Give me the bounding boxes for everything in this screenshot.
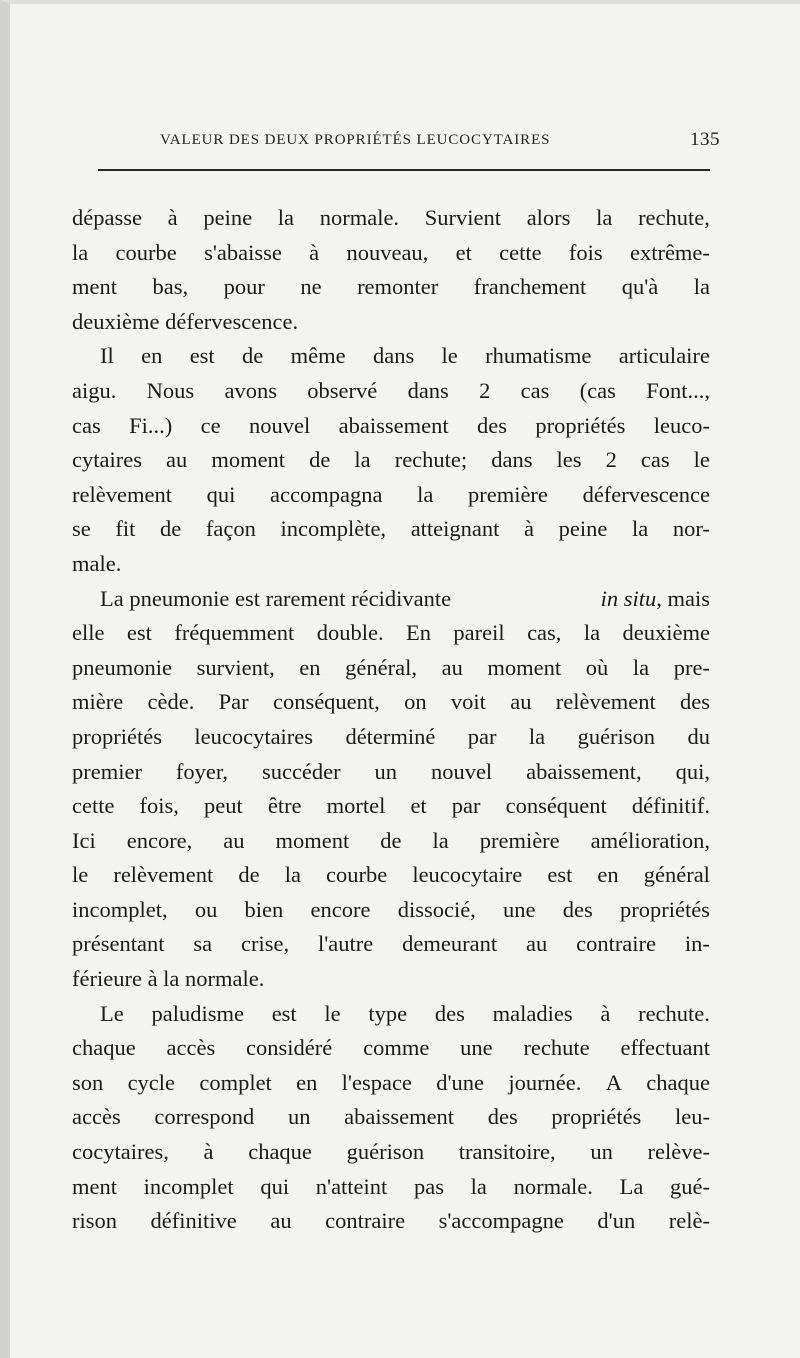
word: fréquemment xyxy=(174,620,295,646)
text-line xyxy=(72,409,710,444)
word: Le xyxy=(100,1000,124,1026)
word: en xyxy=(296,1069,318,1095)
word: en xyxy=(597,862,619,888)
word: la xyxy=(432,827,449,853)
word: peine xyxy=(203,205,253,230)
word: rison xyxy=(72,1208,117,1234)
word: mortel xyxy=(326,793,386,819)
word: être xyxy=(267,793,302,819)
text-line xyxy=(72,1066,710,1101)
text-line xyxy=(72,270,710,305)
text-line: male. xyxy=(72,550,122,576)
word: n'atteint xyxy=(315,1173,388,1199)
word: la xyxy=(417,481,434,507)
word: bien xyxy=(244,896,284,922)
word: propriétés xyxy=(551,1104,642,1130)
word: complet xyxy=(199,1069,272,1095)
word: la xyxy=(354,447,371,473)
word: la xyxy=(277,205,295,230)
header-rule xyxy=(98,169,710,171)
word: crise, xyxy=(240,931,290,957)
word: deuxième xyxy=(622,620,710,646)
text-line xyxy=(72,858,710,893)
word: normale. xyxy=(513,1173,593,1199)
text-line xyxy=(72,651,710,686)
word: chaque xyxy=(248,1139,312,1165)
text-line xyxy=(72,893,710,928)
word: s'accompagne xyxy=(438,1208,564,1234)
text-line xyxy=(72,824,710,859)
word: la xyxy=(693,274,710,300)
text-line xyxy=(72,1204,710,1239)
word: définitive xyxy=(150,1208,237,1234)
word: type xyxy=(368,1000,408,1026)
word: une xyxy=(460,1035,493,1061)
word: cette xyxy=(72,793,115,819)
word: général xyxy=(643,862,710,888)
word: accès xyxy=(166,1035,216,1061)
word: est xyxy=(189,343,215,369)
word: sa xyxy=(193,931,213,957)
word: au xyxy=(223,827,245,853)
word: double. xyxy=(316,620,384,646)
word: incomplet, xyxy=(72,896,168,922)
word: nouveau, xyxy=(346,239,429,265)
word: premier xyxy=(72,758,142,784)
word: amélioration, xyxy=(590,827,710,853)
word: un xyxy=(287,1104,311,1130)
word: A xyxy=(605,1069,622,1095)
word: correspond xyxy=(154,1104,255,1130)
word: effectuant xyxy=(620,1035,710,1061)
word: leucocytaires xyxy=(194,723,314,749)
word: moment xyxy=(275,827,350,853)
word: relèvement xyxy=(555,689,656,715)
word: des xyxy=(680,689,710,715)
word: guérison xyxy=(346,1139,425,1165)
word: survient, xyxy=(196,654,275,680)
word: de xyxy=(309,447,331,473)
word: des xyxy=(487,1104,518,1130)
text-line: férieure à la normale. xyxy=(72,966,265,992)
text-line xyxy=(72,789,710,824)
word: elle xyxy=(72,620,105,646)
word: des xyxy=(434,1000,465,1026)
italic-phrase: in situ xyxy=(600,585,657,611)
word: considéré xyxy=(246,1035,333,1061)
word: façon xyxy=(205,516,256,542)
text-line xyxy=(72,616,710,651)
word: encore xyxy=(310,896,371,922)
word: rechute, xyxy=(638,205,710,230)
word: nouvel xyxy=(430,758,493,784)
word: défervescence xyxy=(582,481,710,507)
word: observé xyxy=(307,377,378,403)
word: moment xyxy=(211,447,286,473)
word: au xyxy=(270,1208,292,1234)
word: au xyxy=(525,931,548,957)
text-line xyxy=(72,443,710,478)
word: la xyxy=(596,205,613,230)
text-line xyxy=(72,755,710,790)
word: encore, xyxy=(126,827,193,853)
word: un xyxy=(374,758,398,784)
word: journée. xyxy=(508,1069,582,1095)
word: pneumonie xyxy=(72,654,172,680)
word: chaque xyxy=(72,1035,136,1061)
word: comme xyxy=(363,1035,430,1061)
word: normale. xyxy=(319,205,400,230)
word: cette xyxy=(499,239,542,265)
word: cytaires xyxy=(72,447,142,473)
word: un xyxy=(590,1139,613,1165)
word: déterminé xyxy=(345,723,436,749)
text-line xyxy=(72,1031,710,1066)
word: à xyxy=(309,239,320,265)
word: foyer, xyxy=(175,758,229,784)
word: de xyxy=(380,827,402,853)
line-text: La pneumonie est rarement récidivante xyxy=(100,585,457,611)
word: Survient xyxy=(424,205,501,230)
word: cycle xyxy=(127,1069,176,1095)
word: Il xyxy=(100,343,114,369)
word: extrême- xyxy=(629,239,710,265)
word: En xyxy=(406,620,431,646)
word: d'un xyxy=(597,1208,636,1234)
word: présentant xyxy=(72,931,165,957)
word: au xyxy=(510,689,532,715)
word: gué- xyxy=(670,1173,710,1199)
word: à xyxy=(524,516,535,542)
word: des xyxy=(477,412,508,438)
word: in- xyxy=(684,931,710,957)
text-line xyxy=(72,1135,710,1170)
word: relèvement xyxy=(113,862,214,888)
word: le xyxy=(693,447,710,473)
word: est xyxy=(271,1000,297,1026)
word: Nous xyxy=(146,377,195,403)
word: cas xyxy=(640,447,670,473)
word: au xyxy=(441,654,463,680)
word: conséquent xyxy=(505,793,607,819)
word: relè- xyxy=(668,1208,710,1234)
text-line: deuxième défervescence. xyxy=(72,308,299,334)
word: rechute; xyxy=(394,447,468,473)
word: dans xyxy=(372,343,415,369)
word: dans xyxy=(491,447,533,473)
word: cocytaires, xyxy=(72,1139,169,1165)
word: le xyxy=(324,1000,341,1026)
word: la xyxy=(470,1173,487,1199)
word: incomplet xyxy=(143,1173,234,1199)
word: en xyxy=(299,654,321,680)
word: ment xyxy=(72,1173,117,1199)
word: est xyxy=(547,862,573,888)
word: l'espace xyxy=(341,1069,412,1095)
word: qui xyxy=(260,1173,290,1199)
word: mière xyxy=(72,689,124,715)
word: courbe xyxy=(326,862,388,888)
word: pour xyxy=(223,274,265,300)
page-number: 135 xyxy=(690,129,720,150)
word: la xyxy=(284,862,301,888)
word: remonter xyxy=(357,274,439,300)
word: Ici xyxy=(72,827,96,853)
word: demeurant xyxy=(402,931,498,957)
line-end xyxy=(601,582,710,617)
word: à xyxy=(600,1000,611,1026)
word: propriétés xyxy=(619,896,710,922)
word: relèvement xyxy=(72,481,172,507)
word: bas, xyxy=(152,274,189,300)
word: incomplète, xyxy=(280,516,387,542)
word: de xyxy=(238,862,260,888)
word: des xyxy=(562,896,593,922)
word: fois xyxy=(568,239,603,265)
word: rechute. xyxy=(638,1000,710,1026)
word: (cas xyxy=(579,377,616,403)
word: accès xyxy=(72,1104,121,1130)
word: est xyxy=(126,620,152,646)
word: maladies xyxy=(492,1000,573,1026)
word: dissocié, xyxy=(397,896,476,922)
word: première xyxy=(479,827,560,853)
text-line xyxy=(72,1100,710,1135)
word: guérison xyxy=(577,723,656,749)
word: l'autre xyxy=(317,931,374,957)
word: abaissement xyxy=(338,412,449,438)
word: au xyxy=(166,447,188,473)
word: les xyxy=(556,447,582,473)
word: leu- xyxy=(674,1104,710,1130)
word: rechute xyxy=(523,1035,590,1061)
word: une xyxy=(503,896,536,922)
word: de xyxy=(242,343,264,369)
word: ne xyxy=(300,274,322,300)
word: cas xyxy=(520,377,550,403)
word: peut xyxy=(204,793,243,819)
word: première xyxy=(467,481,548,507)
word: accompagna xyxy=(270,481,383,507)
word: La xyxy=(619,1173,644,1199)
word: où xyxy=(585,654,609,680)
word: du xyxy=(687,723,710,749)
word: par xyxy=(467,723,497,749)
word: leuco- xyxy=(653,412,710,438)
word: conséquent, xyxy=(272,689,380,715)
word: le xyxy=(72,862,89,888)
word: de xyxy=(160,516,182,542)
word: à xyxy=(167,205,178,230)
word: la xyxy=(528,723,546,749)
word: paludisme xyxy=(151,1000,244,1026)
word: succéder xyxy=(261,758,341,784)
word: le xyxy=(441,343,458,369)
line-end-text: , mais xyxy=(656,585,710,611)
word: Par xyxy=(218,689,249,715)
word: la xyxy=(583,620,601,646)
word: la xyxy=(72,239,89,265)
word: par xyxy=(451,793,481,819)
word: qui, xyxy=(675,758,710,784)
word: dépasse xyxy=(72,205,142,230)
word: atteignant xyxy=(410,516,500,542)
word: la xyxy=(632,516,649,542)
word: chaque xyxy=(646,1069,710,1095)
word: aigu. xyxy=(72,377,117,403)
word: fois, xyxy=(139,793,179,819)
text-line xyxy=(72,512,710,547)
running-title: VALEUR DES DEUX PROPRIÉTÉS LEUCOCYTAIRES xyxy=(160,132,551,148)
word: en xyxy=(141,343,163,369)
word: son xyxy=(72,1069,104,1095)
text-line xyxy=(72,1170,710,1205)
word: d'une xyxy=(436,1069,485,1095)
text-line xyxy=(72,374,710,409)
word: abaissement, xyxy=(526,758,642,784)
text-line xyxy=(72,685,710,720)
word: qui xyxy=(206,481,236,507)
word: définitif. xyxy=(631,793,710,819)
word: franchement xyxy=(473,274,587,300)
word: pareil xyxy=(453,620,505,646)
word: contraire xyxy=(325,1208,406,1234)
word: rhumatisme xyxy=(485,343,592,369)
text-line xyxy=(72,927,710,962)
word: dans xyxy=(407,377,449,403)
word: 2 xyxy=(605,447,617,473)
word: et xyxy=(455,239,472,265)
word: ment xyxy=(72,274,117,300)
word: nor- xyxy=(672,516,710,542)
word: pas xyxy=(413,1173,444,1199)
word: propriétés xyxy=(535,412,626,438)
word: et xyxy=(410,793,427,819)
word: cas, xyxy=(527,620,562,646)
word: leucocytaire xyxy=(412,862,523,888)
word: même xyxy=(290,343,346,369)
word: ce xyxy=(200,412,221,438)
paragraph-start-line xyxy=(72,997,710,1032)
word: qu'à xyxy=(621,274,659,300)
word: alors xyxy=(526,205,571,230)
word: courbe xyxy=(115,239,177,265)
body-text xyxy=(72,201,710,1239)
word: avons xyxy=(224,377,277,403)
text-line xyxy=(72,478,710,513)
word: se xyxy=(72,516,91,542)
word: transitoire, xyxy=(458,1139,556,1165)
word: la xyxy=(632,654,650,680)
word: peine xyxy=(558,516,608,542)
word: moment xyxy=(487,654,562,680)
word: cède. xyxy=(147,689,195,715)
word: pre- xyxy=(673,654,710,680)
word: à xyxy=(203,1139,214,1165)
paragraph-start-line xyxy=(72,582,710,617)
text-line xyxy=(72,720,710,755)
word: nouvel xyxy=(249,412,311,438)
word: Font..., xyxy=(646,377,710,403)
word: abaissement xyxy=(344,1104,455,1130)
word: relève- xyxy=(647,1139,710,1165)
word: cas xyxy=(72,412,101,438)
word: on xyxy=(404,689,427,715)
word: contraire xyxy=(576,931,657,957)
word: voit xyxy=(450,689,486,715)
word: s'abaisse xyxy=(204,239,282,265)
word: Fi...) xyxy=(129,412,173,438)
paragraph-start-line xyxy=(72,339,710,374)
word: ou xyxy=(194,896,218,922)
word: général, xyxy=(345,654,417,680)
word: articulaire xyxy=(618,343,710,369)
word: 2 xyxy=(479,377,491,403)
text-line xyxy=(72,236,710,271)
text-line xyxy=(72,201,710,236)
word: fit xyxy=(115,516,136,542)
word: propriétés xyxy=(72,723,162,749)
